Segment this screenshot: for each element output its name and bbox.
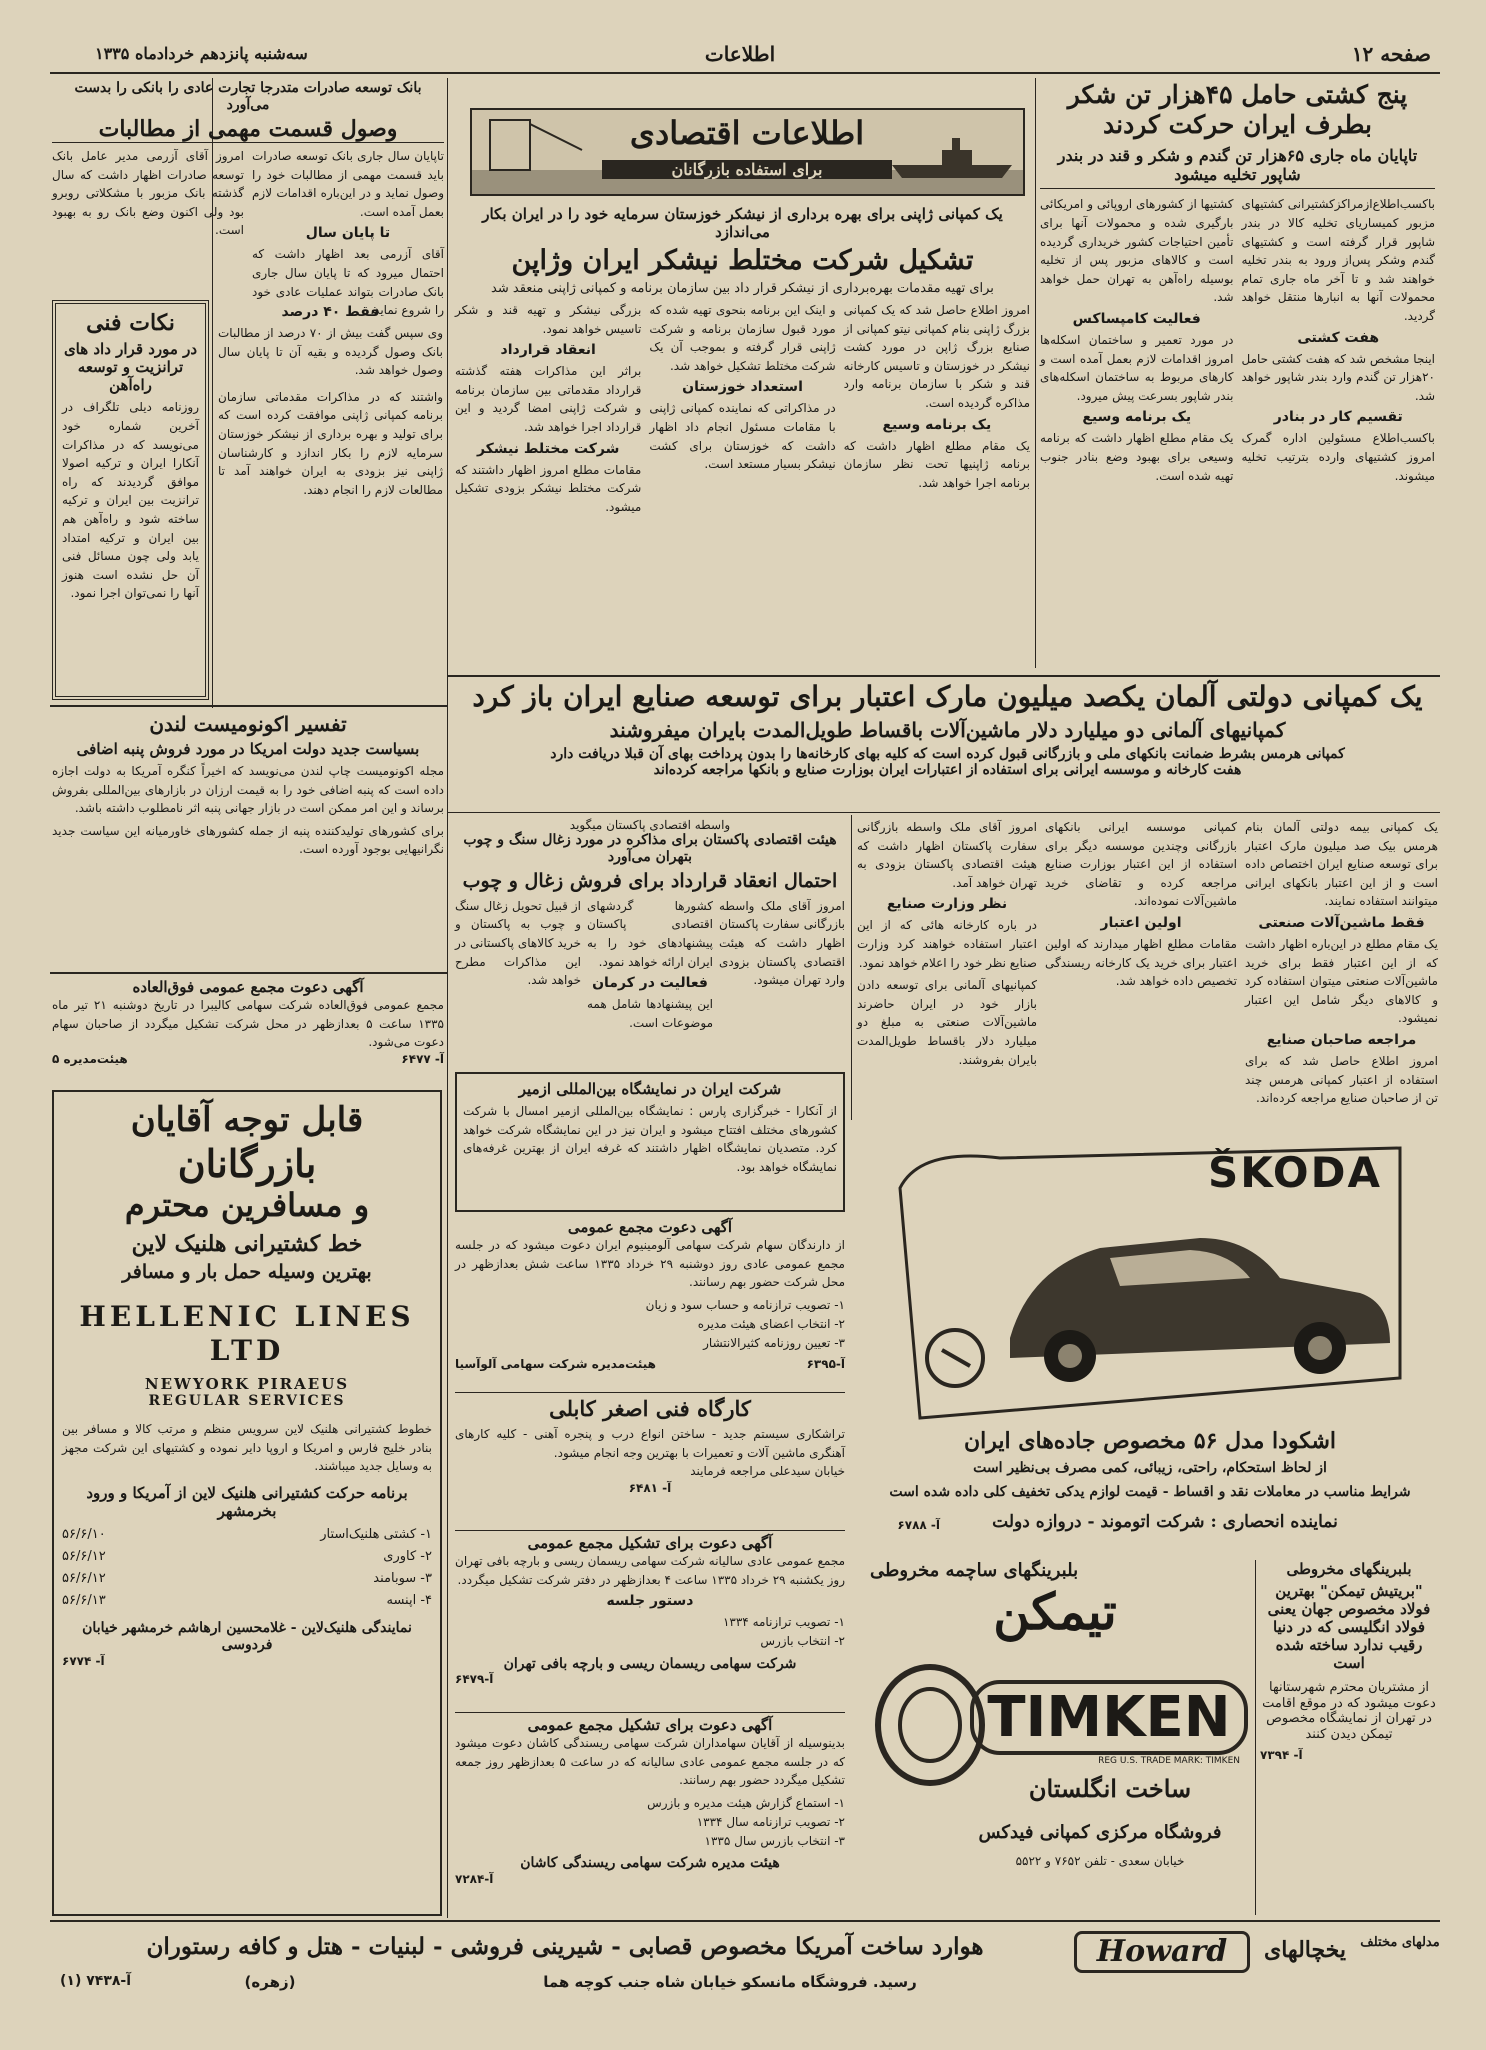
timken-origin: ساخت انگلستان <box>1028 1774 1192 1803</box>
agenda-item: ۲- انتخاب اعضای هیئت مدیره <box>697 1316 845 1331</box>
pakistan-col3: از قبیل تحویل زغال سنگ و چوب به پاکستان و خرید کالاهای پاکستانی در این مذاکرات مطرح خواهد شد. <box>455 898 581 988</box>
column-rule <box>447 78 448 1918</box>
ships-headline: پنج کشتی حامل ۴۵هزار تن شکر بطرف ایران حرکت کردند <box>1067 80 1408 139</box>
hellenic-ad <box>52 1090 442 1916</box>
agenda-item: ۱- استماع گزارش هیئت مدیره و بازرس <box>647 1795 845 1810</box>
timken-side-body: از مشتریان محترم شهرستانها دعوت میشود که در موقع اقامت در تهران از نمایشگاه مخصوص تیمکن دیدن کنند <box>1262 1680 1436 1742</box>
notice-extraordinary <box>52 978 444 1078</box>
paper-name: اطلاعات <box>704 42 776 66</box>
germany-col4-text: کمپانیهای آلمانی برای توسعه دادن بازار خود در ایران حاضرند ماشین‌آلات صنعتی به مبلغ دو میلیارد دلار باقساط طویل‌المدت بایران بفروشند. <box>857 978 1037 1067</box>
fair-body: از آنکارا - خبرگزاری پارس : نمایشگاه بین‌المللی ازمیر امسال با شرکت کشورهای مختلف افتتاح میشود و ایران نیز در این نمایشگاه شرکت خواهد کرد. متصدیان نمایشگاه اظهار داشتند که غرفه ایران از بهترین غرفه‌های نمایشگاه خواهد بود. <box>463 1104 837 1174</box>
london-body2: برای کشورهای تولیدکننده پنبه از جمله کشورهای خاورمیانه این سیاست جدید نگرانیهایی بوجود آورده است. <box>52 823 444 857</box>
hellenic-code: آ- ۶۷۷۴ <box>62 1653 105 1668</box>
bank-headline: وصول قسمت مهمی از مطالبات <box>52 116 444 143</box>
workshop-ad <box>455 1396 845 1526</box>
japan-h4: شرکت مختلط نیشکر <box>476 440 620 457</box>
section-rule <box>455 1530 845 1531</box>
ships-p-ships: اینجا مشخص شد که هفت کشتی حامل ۲۰هزار تن گندم وارد بندر شاپور خواهد شد. <box>1241 351 1435 403</box>
skoda-brand: ŠKODA <box>1208 1148 1382 1197</box>
masthead-rule <box>50 72 1440 74</box>
section-rule <box>455 1712 845 1713</box>
bank-h1: تا پایان سال <box>305 225 391 242</box>
skoda-ad <box>860 1128 1440 1548</box>
germany-col2-text: کمپانی موسسه ایرانی بانکهای بازرگانی وچندین موسسه دیگر برای استفاده از این اعتبار بوزارت صنایع مراجعه کرده و تقاضای خرید ماشین‌آلات نموده‌اند. <box>1045 820 1237 909</box>
plan-body: واشتند که در مذاکرات مقدماتی سازمان برنامه کمپانی ژاپنی موافقت کرده است که برای تولید و بهره برداری از نیشکر خوزستان سرمایه لازم را بکار اندازد و کارشناسان ژاپنی نیز بزودی به ایران خواهند آمد تا مطالعات لازم را انجام دهند. <box>218 389 443 497</box>
howard-left: مدلهای مختلف <box>1360 1935 1440 1950</box>
hellenic-brand: HELLENIC LINES LTD <box>79 1299 415 1367</box>
howard-zohreh: (زهره) <box>244 1973 296 1991</box>
section-rule <box>50 705 447 707</box>
bank-h2: فقط ۴۰ درصد <box>281 304 380 320</box>
howard-code: آ-۷۴۳۸ (۱) <box>60 1973 132 1989</box>
section-rule <box>447 812 1440 813</box>
japan-p2: در مذاکراتی که نماینده کمپانی ژاپنی با مقامات مسئول انجام داد اظهار داشت که خوزستان برای کشت نیشکر بسیار مستعد است. <box>649 401 836 472</box>
fair-headline: شرکت ایران در نمایشگاه بین‌المللی ازمیر <box>518 1080 782 1098</box>
notice-extra-title: آگهی دعوت مجمع عمومی فوق‌العاده <box>132 978 364 996</box>
germany-col2 <box>1045 818 1237 1118</box>
schedule-row: ۲- کاوری ۵۶/۶/۱۲ <box>62 1548 432 1564</box>
ships-story <box>1040 80 1435 670</box>
japan-col2: و اینک این برنامه بنحوی تهیه شده که مورد قبول سازمان برنامه و شرکت ژاپنی قرار گرفته و بموجب آن یک شرکت مختلط تشکیل خواهد شد. <box>649 302 836 373</box>
workshop-address: خیابان سیدعلی مراجعه فرمایند <box>690 1464 845 1479</box>
notice-kashan-sign: هیئت مدیره شرکت سهامی ریسندگی کاشان <box>520 1855 780 1872</box>
ships-p-ports: باکسب‌اطلاع مسئولین اداره گمرک امروز کشتیهای وارده بترتیب تخلیه میشوند. <box>1241 431 1435 483</box>
howard-brand: Howard <box>1074 1931 1250 1973</box>
germany-col1 <box>1245 818 1438 1118</box>
germany-kicker: یک کمپانی دولتی آلمان یکصد میلیون مارک اعتبار برای توسعه صنایع ایران باز کرد <box>472 680 1423 713</box>
howard-main: هوارد ساخت آمریکا مخصوص قصابی - شیرینی فروشی - لبنیات - هتل و کافه رستوران <box>146 1933 984 1960</box>
ships-col1: باکسب‌اطلاع‌از‌مراکز‌کشتیرانی کشتیهای مزبور کمیساریای تخلیه کالا در بندر شاپور قرار گرفته است و کشتیهای گندم وشکر پس‌از ورود به بندر تخلیه خواهند شد و تا آخر ماه جاری تمام محمولات آنها به انبارها منتقل خواهد گردید. <box>1241 197 1435 323</box>
notice-kashan-code: آ-۷۲۸۴ <box>455 1872 494 1887</box>
issue-date: سه‌شنبه پانزدهم خردادماه ۱۳۳۵ <box>95 44 308 63</box>
notice-alu-title: آگهی دعوت مجمع عمومی <box>567 1218 733 1236</box>
germany-headline: کمپانیهای آلمانی دو میلیارد دلار ماشین‌آلات باقساط طویل‌المدت بایران میفروشند <box>609 717 1286 742</box>
notice-kashan-title: آگهی دعوت برای تشکیل مجمع عمومی <box>527 1716 773 1734</box>
economic-banner <box>470 108 1025 196</box>
london-story <box>52 712 444 967</box>
bank-p1: آقای آزرمی بعد اظهار داشت که احتمال میرود که تا پایان سال جاری بانک صادرات بتواند عملیات عادی خود را شروع نماید. <box>252 247 444 318</box>
london-title: تفسیر اکونومیست لندن <box>149 712 347 736</box>
london-body: مجله اکونومیست چاپ لندن می‌نویسد که اخیراً کنگره آمریکا به دولت اجازه داده است که پنبه اضافی خود را به قیمت ارزان در بازارهای بین‌المللی بفروش برساند و این امر ممکن است در بازار جهانی پنبه اثر نامطلوب داشته باشد. <box>52 764 444 816</box>
howard-address: رسید. فروشگاه مانسکو خیابان شاه جنب کوچه هما <box>543 1973 917 1991</box>
timken-brand: TIMKEN <box>970 1680 1248 1755</box>
germany-p4: در باره کارخانه هائی که از این اعتبار استفاده خواهند کرد وزارت صنایع نظر خود را اعلام خواهد نمود. <box>857 918 1037 970</box>
germany-p3: مقامات مطلع اظهار میدارند که اولین اعتبار برای خرید یک کارخانه ریسندگی تخصیص داده خواهد شد. <box>1045 936 1237 989</box>
hellenic-schedule-title: برنامه حرکت کشتیرانی هلنیک لاین از آمریکا و ورود بخرمشهر <box>86 1483 408 1520</box>
ships-h-ships: هفت کشتی <box>1297 329 1380 346</box>
banner-title: اطلاعات اقتصادی <box>629 114 865 152</box>
hellenic-service: REGULAR SERVICES <box>148 1393 346 1410</box>
skoda-headline: اشکودا مدل ۵۶ مخصوص جاده‌های ایران <box>963 1428 1337 1454</box>
pakistan-kicker: واسطه اقتصادی پاکستان میگوید <box>569 818 731 832</box>
schedule-row: ۳- سوبامند ۵۶/۶/۱۲ <box>62 1570 432 1586</box>
pakistan-col1: امروز آقای ملک واسطه بازرگانی سفارت پاکستان اظهار داشت که هیئت اقتصادی پاکستان بزودی وارد تهران میشود. <box>719 898 845 988</box>
skoda-agent: نماینده انحصاری : شرکت اتوموند - دروازه دولت <box>992 1512 1338 1532</box>
agenda-item: ۲- تصویب ترازنامه سال ۱۳۳۴ <box>696 1814 845 1829</box>
pakistan-story <box>455 818 845 1068</box>
japan-lead: برای تهیه مقدمات بهره‌برداری از نیشکر قرار داد بین سازمان برنامه و کمپانی ژاپنی منعقد شد <box>491 281 994 297</box>
agenda-item: ۲- انتخاب بازرس <box>760 1634 845 1649</box>
japan-col3: بزرگی نیشکر و تهیه قند و شکر تاسیس خواهد نمود. <box>455 302 642 336</box>
notice-alu-code: آ-۶۳۹۵ <box>806 1357 845 1372</box>
page-number: صفحه ۱۲ <box>1351 42 1431 66</box>
hellenic-line5: بهترین وسیله حمل بار و مسافر <box>122 1261 372 1284</box>
section-rule <box>447 675 1440 677</box>
timken-side-title: بلبرینگهای مخروطی <box>1286 1560 1412 1578</box>
germany-col3 <box>857 818 1037 1118</box>
japan-story <box>455 205 1030 675</box>
notice-alu-body: از دارندگان سهام شرکت سهامی آلومینیوم ایران دعوت میشود که در جلسه مجمع عمومی عادی روز دوشنبه ۲۹ خرداد ۱۳۳۵ ساعت شش بعدازظهر در محل شرکت حضور بهم رسانند. <box>455 1238 845 1290</box>
hellenic-line1: قابل توجه آقایان <box>130 1100 364 1140</box>
ships-h-ports: تقسیم کار در بنادر <box>1273 409 1403 426</box>
germany-h4: نظر وزارت صنایع <box>886 896 1008 913</box>
tech-body: روزنامه دیلی تلگراف در آخرین شماره خود می‌نویسد که در مذاکرات آنکارا ایران و ترکیه اصولا موافق گردیدند که راه ترانزیت بین ایران و ترکیه ساخته شود و راه‌آهن هم بین ایران و ترکیه امتداد یابد ولی چون مسائل فنی آن حل نشده است هنوز آنها را نمی‌توان اجرا نمود. <box>62 400 199 601</box>
skoda-tagline: از لحاظ استحکام، راحتی، زیبائی، کمی مصرف بی‌نظیر است <box>973 1460 1327 1476</box>
japan-h3: انعقاد قرارداد <box>500 342 596 359</box>
japan-headline: تشکیل شرکت مختلط نیشکر ایران وژاپن <box>511 245 974 276</box>
germany-h2: مراجعه صاحبان صنایع <box>1266 1031 1417 1048</box>
pakistan-headline: هیئت اقتصادی پاکستان برای مذاکره در مورد زغال سنگ و چوب بتهران می‌آورد <box>463 832 837 866</box>
workshop-code: آ- ۶۴۸۱ <box>628 1480 672 1495</box>
germany-p1: یک مقام مطلع در این‌باره اظهار داشت که از این اعتبار فقط برای خرید ماشین‌آلات صنعتی میتوان استفاده کرد و کالاهای دیگر شامل این اعتبار نمیشود. <box>1245 936 1438 1026</box>
tech-subtitle: در مورد قرار داد های ترانزیت و توسعه راه‌آهن <box>63 340 198 395</box>
notice-extra-sign: هیئت‌مدیره ۵ <box>52 1051 128 1066</box>
ships-h-activity: فعالیت کامپساکس <box>1072 310 1201 327</box>
pakistan-col2: کشورها گردشهای اقتصادی پاکستان پیشنهادهای خود را به ایران ارائه خواهد نمود. <box>587 898 713 969</box>
japan-col1: امروز اطلاع حاصل شد که یک کمپانی بزرگ ژاپنی بنام کمپانی نیتو کمپانی از صنایع بزرگ ژاپن در مورد کشت نیشکر در خوزستان و تاسیس کارخانه قند و شکر با سازمان برنامه وارد مذاکره گردیده است. <box>843 302 1030 410</box>
ships-p-activity: در مورد تعمیر و ساختمان اسکله‌ها امروز اقدامات لازم بعمل آمده است و کارهای مربوط به ساختمان اسکله‌های بندر شاپور بسرعت پیش میرود. <box>1040 332 1234 403</box>
agenda-item: ۳- انتخاب بازرس سال ۱۳۳۵ <box>704 1834 845 1849</box>
notice-extra-code: آ- ۶۴۷۷ <box>401 1051 444 1066</box>
bank-col2: امروز آقای آزرمی مدیر عامل بانک توسعه صادرات اظهار داشت که سال گذشته بانک مزبور با مشکلاتی روبرو بود ولی اکنون وضع بانک رو به بهبود است. <box>52 148 244 238</box>
timken-small: بلبرینگهای ساچمه مخروطی <box>870 1560 1079 1581</box>
schedule-row: ۴- اپنسه ۵۶/۶/۱۳ <box>62 1593 432 1609</box>
banner-subtitle: برای استفاده بازرگانان <box>602 160 892 179</box>
germany-h3: اولین اعتبار <box>1100 914 1182 931</box>
pakistan-p1: این پیشنهادها شامل همه موضوعات است. <box>587 997 713 1030</box>
tech-points-box <box>52 300 209 700</box>
notice-textile-body: مجمع عمومی عادی سالیانه شرکت سهامی ریسمان ریسی و بارچه بافی تهران روز یکشنبه ۲۹ خرداد ۱۳۳۵ ساعت ۴ بعدازظهر در دفتر شرکت تشکیل میگردد. <box>455 1554 845 1587</box>
column-rule <box>851 815 852 1120</box>
skoda-terms: شرایط مناسب در معاملات نقد و اقساط - قیمت لوازم یدکی تخفیف کلی داده شده است <box>889 1484 1411 1500</box>
tech-title: نکات فنی <box>86 310 175 336</box>
hellenic-body: خطوط کشتیرانی هلنیک لاین سرویس منظم و مرتب کالا و مسافر بین بنادر خلیج فارس و امریکا و اروپا دایر نموده و کشتیهای این شرکت مجهز به وسایل جدید میباشند. <box>62 1421 432 1474</box>
bank-col1: تاپایان سال جاری بانک توسعه صادرات باید قسمت مهمی از مطالبات خود را وصول نماید و در این‌باره اقدامات لازم بعمل آمده است. <box>252 148 444 219</box>
notice-aluminium <box>455 1218 845 1388</box>
izmir-fair-box <box>455 1072 845 1212</box>
japan-h1: یک برنامه وسیع <box>882 416 992 433</box>
bank-kicker: بانک توسعه صادرات متدرجا تجارت عادی را بانکی را بدست می‌آورد <box>74 80 422 113</box>
section-rule <box>50 972 447 974</box>
germany-h1: فقط ماشین‌آلات صنعتی <box>1258 914 1425 931</box>
germany-p2: امروز اطلاع حاصل شد که برای استفاده از اعتبار کمپانی هرمس چند تن از صاحبان صنایع مراجعه کرده‌اند. <box>1245 1053 1438 1106</box>
germany-headlines <box>455 680 1440 810</box>
japan-p4: مقامات مطلع امروز اظهار داشتند که شرکت مختلط نیشکر بزودی تشکیل میشود. <box>455 462 642 514</box>
japan-h2: استعداد خوزستان <box>682 379 803 396</box>
timken-ad <box>860 1560 1250 1915</box>
timken-trademark: REG U.S. TRADE MARK: TIMKEN <box>1098 1756 1240 1766</box>
germany-col3-text: امروز آقای ملک واسطه بازرگانی سفارت پاکستان اظهار داشت که هیئت اقتصادی پاکستان بزودی به تهران خواهد آمد. <box>857 820 1037 890</box>
notice-textile-agenda: دستور جلسه <box>606 1593 694 1610</box>
ships-subhead: تاپایان ماه جاری ۶۵هزار تن گندم و شکر و قند در بندر شاپور تخلیه میشود <box>1040 146 1435 189</box>
ships-h-plan: یک برنامه وسیع <box>1082 409 1192 426</box>
agenda-item: ۱- تصویب ترازنامه ۱۳۳۴ <box>722 1615 845 1630</box>
germany-col1-text: یک کمپانی بیمه دولتی آلمان بنام هرمس بیک صد میلیون مارک اعتبار برای توسعه صنایع ایران اختصاص داده است و از این اعتبار بانکهای ایرانی میتوانند استفاده نمایند. <box>1245 820 1438 909</box>
ships-col2: کشتیها از کشورهای اروپائی و امریکائی بارگیری شده و محمولات آنها برای تأمین احتیاجات کشور خریداری گردیده است و کالاهای مزبور پس از تخلیه بوسیله راه‌آهن به تهران حمل خواهد شد. <box>1040 197 1234 305</box>
howard-fridges: یخچالهای <box>1264 1937 1346 1963</box>
timken-side-code: آ- ۷۳۹۴ <box>1260 1748 1303 1763</box>
london-headline: بسیاست جدید دولت امریکا در مورد فروش پنبه اضافی <box>76 740 420 758</box>
japan-p3: براثر این مذاکرات هفته گذشته قرارداد مقدماتی بین سازمان برنامه و شرکت ژاپنی امضا گردید و این قرارداد اجرا خواهد شد. <box>455 364 642 434</box>
agenda-item: ۳- تعیین روزنامه کثیرالانتشار <box>703 1336 845 1351</box>
timken-side <box>1260 1560 1438 1915</box>
hellenic-route: NEWYORK PIRAEUS <box>144 1375 350 1394</box>
hellenic-line3: و مسافرین محترم <box>124 1186 370 1225</box>
notice-extra-body: مجمع عمومی فوق‌العاده شرکت سهامی کالیبرا در تاریخ دوشنبه ۲۱ تیر ماه ۱۳۳۵ ساعت ۵ بعدازظهر در محل شرکت تشکیل میگردد از صاحبان سهام دعوت می‌شود. <box>52 998 444 1050</box>
timken-side-quote: "بریتیش تیمکن" بهترین فولاد مخصوص جهان یعنی فولاد انگلیسی که در دنیا رقیب ندارد ساخته شده است <box>1267 1582 1431 1672</box>
agenda-item: ۱- تصویب ترازنامه و حساب سود و زیان <box>645 1297 845 1312</box>
hellenic-agent: نمایندگی هلنیک‌لاین - غلامحسین ارهاشم خرمشهر خیابان فردوسی <box>82 1620 412 1653</box>
timken-agent: فروشگاه مرکزی کمپانی فیدکس <box>978 1822 1222 1843</box>
japan-kicker: یک کمپانی ژاپنی برای بهره برداری از نیشکر خوزستان سرمایه خود را در ایران بکار می‌اندازد <box>482 205 1003 241</box>
workshop-title: کارگاه فنی اصغر کابلی <box>549 1396 751 1421</box>
japan-p1: یک مقام مطلع اظهار داشت که برنامه ژاپنیها تحت نظر سازمان برنامه اجرا خواهد شد. <box>843 438 1030 490</box>
hellenic-line2: بازرگانان <box>177 1140 317 1186</box>
notice-alu-sign: هیئت‌مدیره شرکت سهامی آلوآسیا <box>455 1357 656 1372</box>
workshop-body: تراشکاری سیستم جدید - ساختن انواع درب و پنجره آهنی - کلیه کارهای آهنگری ماشین آلات و تعمیرات با بهترین وجه انجام میشود. <box>455 1427 845 1460</box>
bank-story-cont <box>218 300 443 700</box>
germany-lead1: کمپانی هرمس بشرط ضمانت بانکهای ملی و بازرگانی قبول کرده است که کلیه بهای کارخانه‌ها را بدون پرداخت بهای آن قبلا دریافت دارد <box>550 745 1345 762</box>
ships-p-plan: یک مقام مطلع اظهار داشت که برنامه وسیعی برای بهبود وضع بنادر جنوب تهیه شده است. <box>1040 431 1234 483</box>
notice-textile-sign: شرکت سهامی ریسمان ریسی و بارچه بافی تهران <box>503 1655 797 1672</box>
timken-address: خیابان سعدی - تلفن ۷۶۵۲ و ۵۵۲۲ <box>1015 1854 1185 1868</box>
timken-brand-fa: تیمکن <box>993 1581 1117 1641</box>
column-rule <box>1035 78 1036 668</box>
skoda-code: آ- ۶۷۸۸ <box>897 1518 940 1532</box>
bank-p2: وی سپس گفت بیش از ۷۰ درصد از مطالبات بانک وصول گردیده و بقیه آن تا پایان سال وصول خواهد شد. <box>218 326 443 378</box>
notice-textile-title: آگهی دعوت برای تشکیل مجمع عمومی <box>527 1534 773 1552</box>
notice-kashan <box>455 1716 845 1916</box>
pakistan-headline2: احتمال انعقاد قرارداد برای فروش زغال و چوب <box>462 869 838 892</box>
pakistan-h1: فعالیت در کرمان <box>592 975 708 992</box>
footer-rule <box>50 1920 1440 1922</box>
hellenic-schedule <box>62 1524 432 1612</box>
hellenic-line4: خط کشتیرانی هلنیک لاین <box>131 1230 363 1257</box>
schedule-row: ۱- کشتی هلنیک‌استار ۵۶/۶/۱۰ <box>62 1526 432 1542</box>
germany-lead2: هفت کارخانه و موسسه ایرانی برای استفاده از اعتبارات ایران بوزارت صنایع و بانکها مراجعه کرده‌اند <box>653 762 1242 779</box>
section-rule <box>455 1392 845 1393</box>
notice-textile-code: آ-۶۴۷۹ <box>455 1672 494 1687</box>
notice-textile <box>455 1534 845 1709</box>
howard-ad <box>50 1925 1440 2015</box>
notice-kashan-body: بدینوسیله از آقایان سهامداران شرکت سهامی ریسندگی کاشان دعوت میشود که در جلسه مجمع عمومی عادی سالیانه که در ساعت ۵ بعدازظهر روز جمعه تشکیل میگردد حضور بهم رسانند. <box>455 1736 845 1788</box>
column-rule <box>1255 1560 1256 1915</box>
